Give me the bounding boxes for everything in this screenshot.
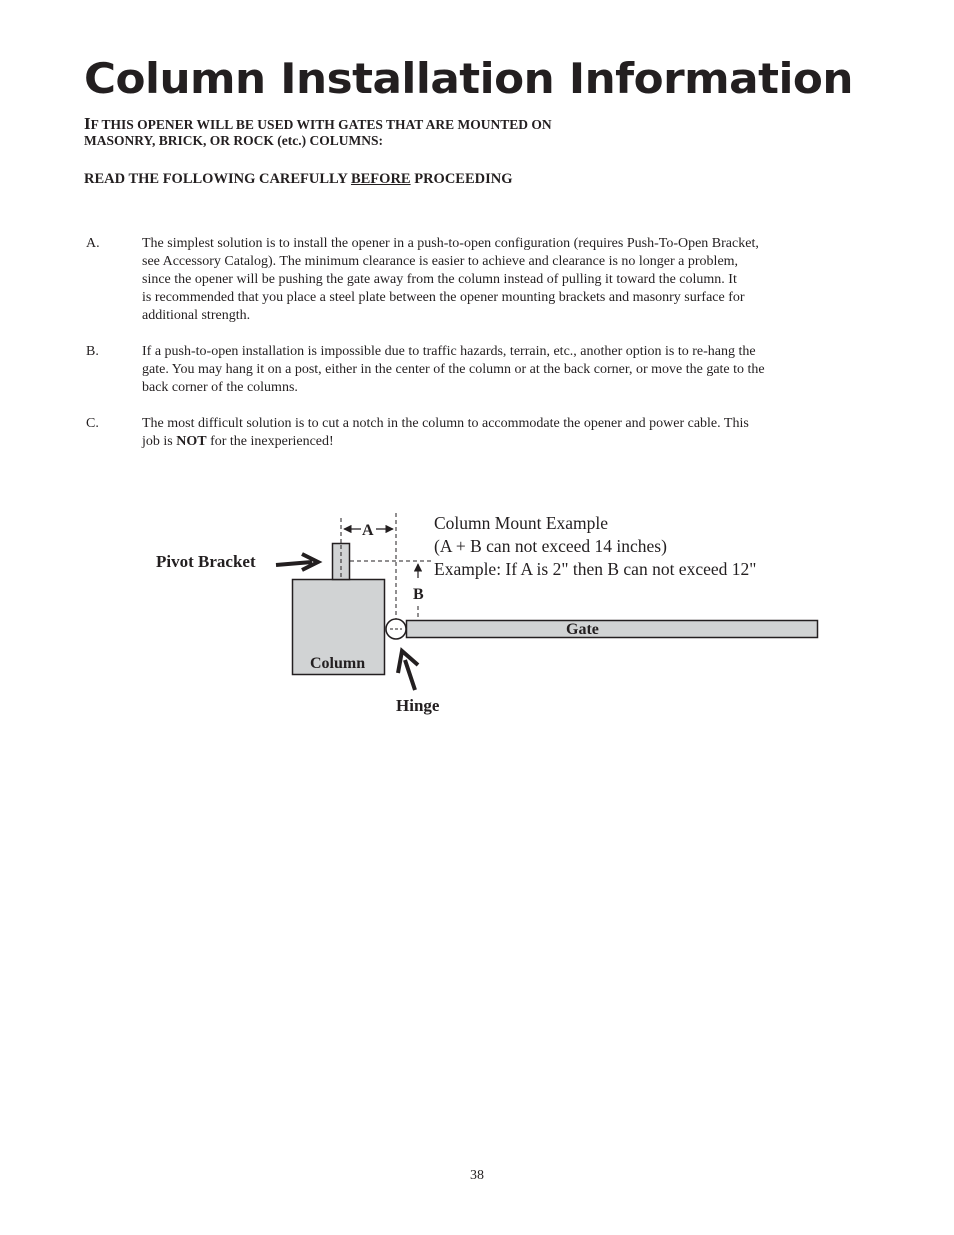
dim-a-label: A <box>362 522 374 539</box>
read-after-text: PROCEEDING <box>410 171 513 187</box>
hinge-label: Hinge <box>396 696 440 715</box>
hinge-arrow-icon <box>398 651 418 690</box>
warning-line-1-text: F THIS OPENER WILL BE USED WITH GATES THAT ARE MOUNTED ON <box>90 117 552 132</box>
item-line: since the opener will be pushing the gate away from the column instead of pulling it toward the column. It <box>142 272 737 287</box>
item-line: gate. You may hang it on a post, either in the center of the column or at the back corner, or move the gate to the <box>142 362 765 377</box>
column-mount-diagram <box>0 500 954 730</box>
column-label: Column <box>310 655 366 672</box>
item-letter: A. <box>86 236 100 251</box>
item-line: additional strength. <box>142 308 251 323</box>
item-line: The simplest solution is to install the opener in a push-to-open configuration (requires Push-To-Open Bracket, <box>142 236 759 251</box>
read-emphasis: BEFORE <box>350 171 411 187</box>
read-carefully-notice <box>84 171 513 188</box>
item-text <box>142 343 844 397</box>
diagram-caption-line-1: Column Mount Example <box>434 513 609 533</box>
instruction-item-a <box>84 235 844 325</box>
warning-drop-cap: I <box>84 114 91 133</box>
item-line: see Accessory Catalog). The minimum clearance is easier to achieve and clearance is no longer a problem, <box>142 254 739 269</box>
diagram-caption-line-2: (A + B can not exceed 14 inches) <box>434 536 667 556</box>
page-title: Column Installation Information <box>84 54 853 103</box>
item-letter: B. <box>86 344 99 359</box>
item-line: The most difficult solution is to cut a notch in the column to accommodate the opener and power cable. This <box>142 416 749 431</box>
dim-b-label: B <box>413 586 424 603</box>
gate-shape <box>407 621 818 638</box>
warning-line-2: MASONRY, BRICK, OR ROCK (etc.) COLUMNS: <box>84 133 384 148</box>
diagram-caption-line-3: Example: If A is 2" then B can not exceed 12" <box>434 559 757 579</box>
item-line-text: job is <box>142 434 177 449</box>
item-text <box>142 235 844 325</box>
item-line <box>142 433 844 451</box>
item-line-text: for the inexperienced! <box>206 434 334 449</box>
pivot-bracket-label: Pivot Bracket <box>156 552 256 571</box>
item-emphasis: NOT <box>176 434 207 449</box>
item-text <box>142 415 844 451</box>
warning-line-1 <box>84 114 552 134</box>
instruction-item-b <box>84 343 844 397</box>
read-before-text: READ THE FOLLOWING CAREFULLY <box>84 171 351 187</box>
item-line: If a push-to-open installation is impossible due to traffic hazards, terrain, etc., another option is to re-hang the <box>142 344 756 359</box>
pivot-bracket-arrow-icon <box>276 554 318 570</box>
item-line: is recommended that you place a steel plate between the opener mounting brackets and masonry surface for <box>142 290 745 305</box>
item-line: back corner of the columns. <box>142 380 298 395</box>
gate-label: Gate <box>566 621 599 638</box>
item-letter: C. <box>86 416 99 431</box>
page-number: 38 <box>470 1168 484 1183</box>
instruction-item-c <box>84 415 844 451</box>
